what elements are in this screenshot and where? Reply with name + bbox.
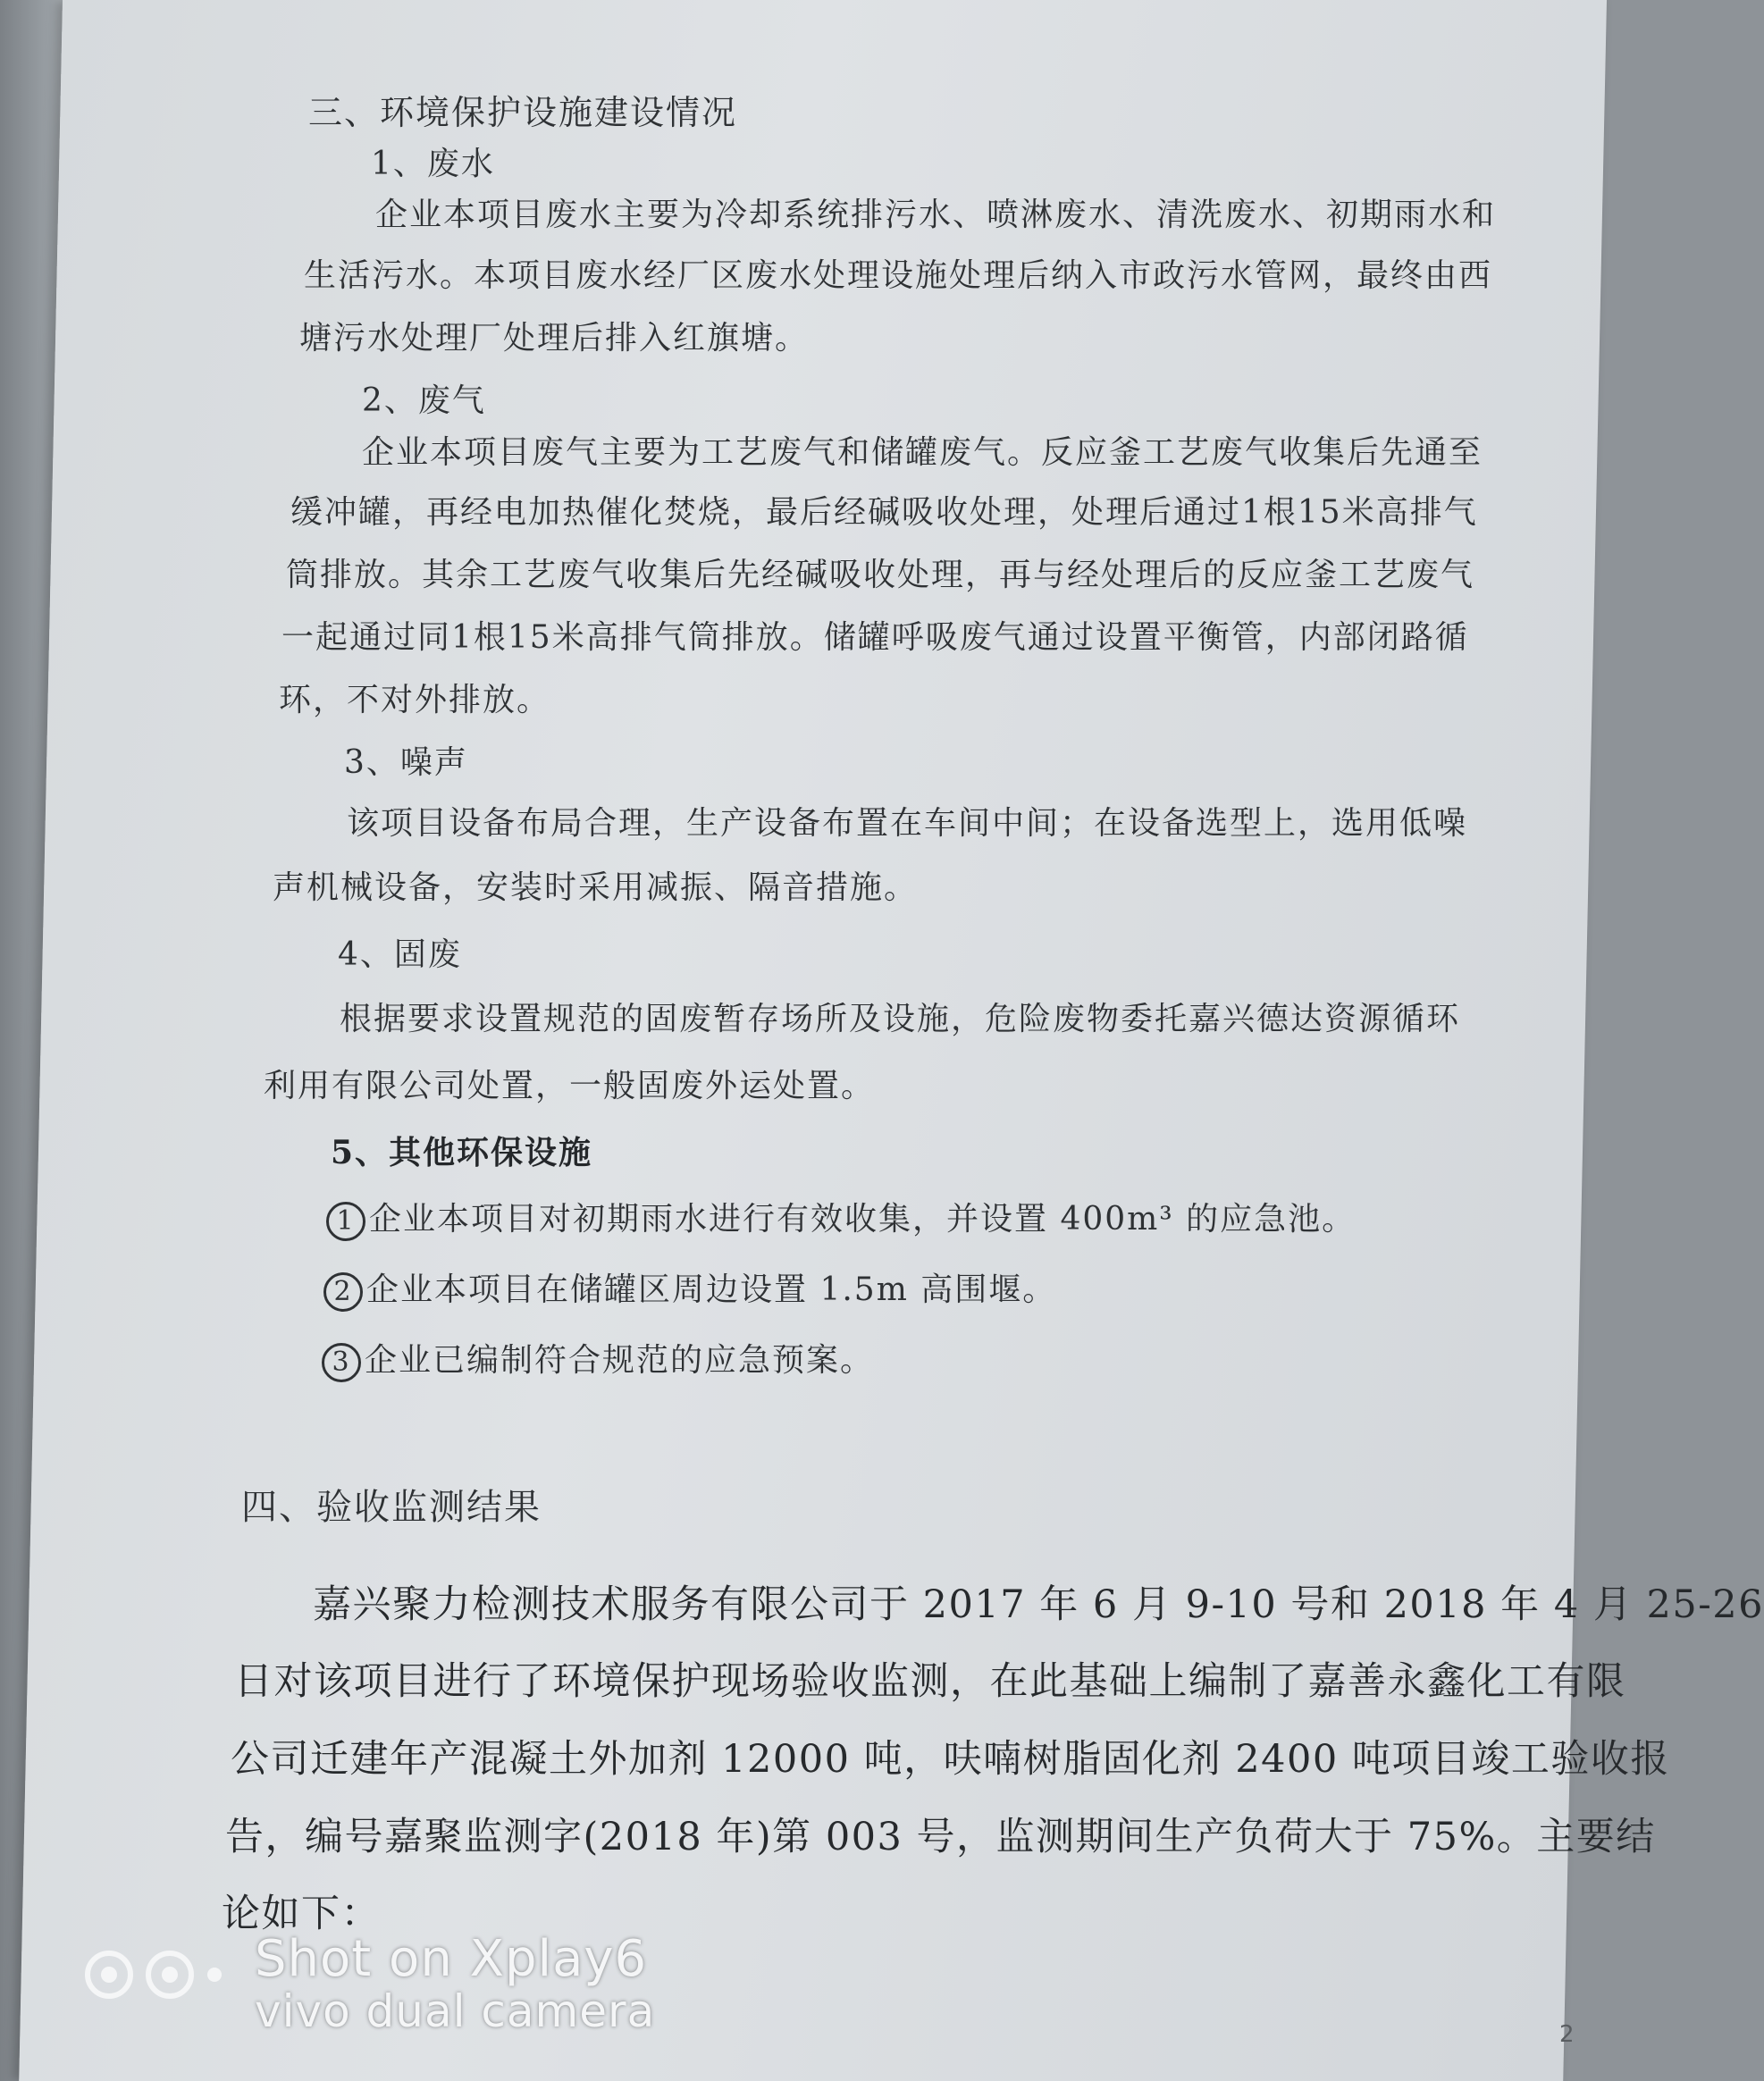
monitoring-line-5: 论如下： — [222, 1892, 381, 1936]
section-4-title: 四、验收监测结果 — [241, 1487, 542, 1528]
circled-number-3: 3 — [322, 1343, 361, 1382]
circled-number-2: 2 — [323, 1272, 363, 1312]
monitoring-line-2: 日对该项目进行了环境保护现场验收监测，在此基础上编制了嘉善永鑫化工有限 — [234, 1659, 1626, 1704]
noise-heading: 3、噪声 — [344, 744, 468, 781]
other-item-3-text: 企业已编制符合规范的应急预案。 — [365, 1342, 875, 1379]
page-number: 2 — [1559, 2021, 1575, 2048]
other-item-3 — [322, 1335, 874, 1382]
other-facilities-heading: 5、其他环保设施 — [331, 1134, 593, 1171]
exhaust-line-4: 一起通过同1根15米高排气筒排放。储罐呼吸废气通过设置平衡管，内部闭路循 — [281, 619, 1469, 656]
monitoring-line-4: 告，编号嘉聚监测字(2018 年)第 003 号，监测期间生产负荷大于 75%。主要结 — [225, 1815, 1656, 1859]
other-item-1-text: 企业本项目对初期雨水进行有效收集，并设置 400m³ 的应急池。 — [369, 1201, 1357, 1238]
noise-line-1: 该项目设备布局合理，生产设备布置在车间中间；在设备选型上，选用低噪 — [347, 805, 1468, 842]
camera-watermark — [80, 1921, 795, 2037]
watermark-line-1: Shot on Xplay6 — [255, 1930, 648, 1988]
solid-waste-heading: 4、固废 — [338, 936, 462, 973]
exhaust-line-1: 企业本项目废气主要为工艺废气和储罐废气。反应釜工艺废气收集后先通至 — [362, 434, 1483, 471]
wastewater-line-2: 生活污水。本项目废水经厂区废水处理设施处理后纳入市政污水管网，最终由西 — [304, 257, 1493, 294]
wastewater-line-3: 塘污水处理厂处理后排入红旗塘。 — [299, 320, 810, 357]
solid-waste-line-1: 根据要求设置规范的固废暂存场所及设施，危险废物委托嘉兴德达资源循环 — [340, 1001, 1461, 1037]
other-item-2 — [323, 1264, 1056, 1312]
monitoring-line-1: 嘉兴聚力检测技术服务有限公司于 2017 年 6 月 9-10 号和 2018 年 4 月 25-26 — [313, 1582, 1764, 1627]
wastewater-line-1: 企业本项目废水主要为冷却系统排污水、喷淋废水、清洗废水、初期雨水和 — [375, 197, 1497, 233]
wastewater-heading: 1、废水 — [371, 146, 495, 182]
noise-line-2: 声机械设备，安装时采用减振、隔音措施。 — [273, 869, 919, 906]
section-3-title: 三、环境保护设施建设情况 — [308, 93, 738, 132]
watermark-line-2: vivo dual camera — [255, 1985, 656, 2037]
vivo-camera-logo-icon — [80, 1948, 232, 2001]
other-item-2-text: 企业本项目在储罐区周边设置 1.5m 高围堰。 — [366, 1271, 1057, 1308]
other-item-1 — [326, 1194, 1356, 1241]
exhaust-line-2: 缓冲罐，再经电加热催化焚烧，最后经碱吸收处理，处理后通过1根15米高排气 — [290, 494, 1478, 531]
circled-number-1: 1 — [326, 1202, 365, 1241]
exhaust-heading: 2、废气 — [362, 382, 486, 419]
solid-waste-line-2: 利用有限公司处置，一般固废外运处置。 — [264, 1068, 876, 1104]
exhaust-line-3: 筒排放。其余工艺废气收集后先经碱吸收处理，再与经处理后的反应釜工艺废气 — [286, 557, 1475, 593]
exhaust-line-5: 环，不对外排放。 — [279, 682, 551, 718]
monitoring-line-3: 公司迁建年产混凝土外加剂 12000 吨，呋喃树脂固化剂 2400 吨项目竣工验收报 — [231, 1737, 1670, 1782]
